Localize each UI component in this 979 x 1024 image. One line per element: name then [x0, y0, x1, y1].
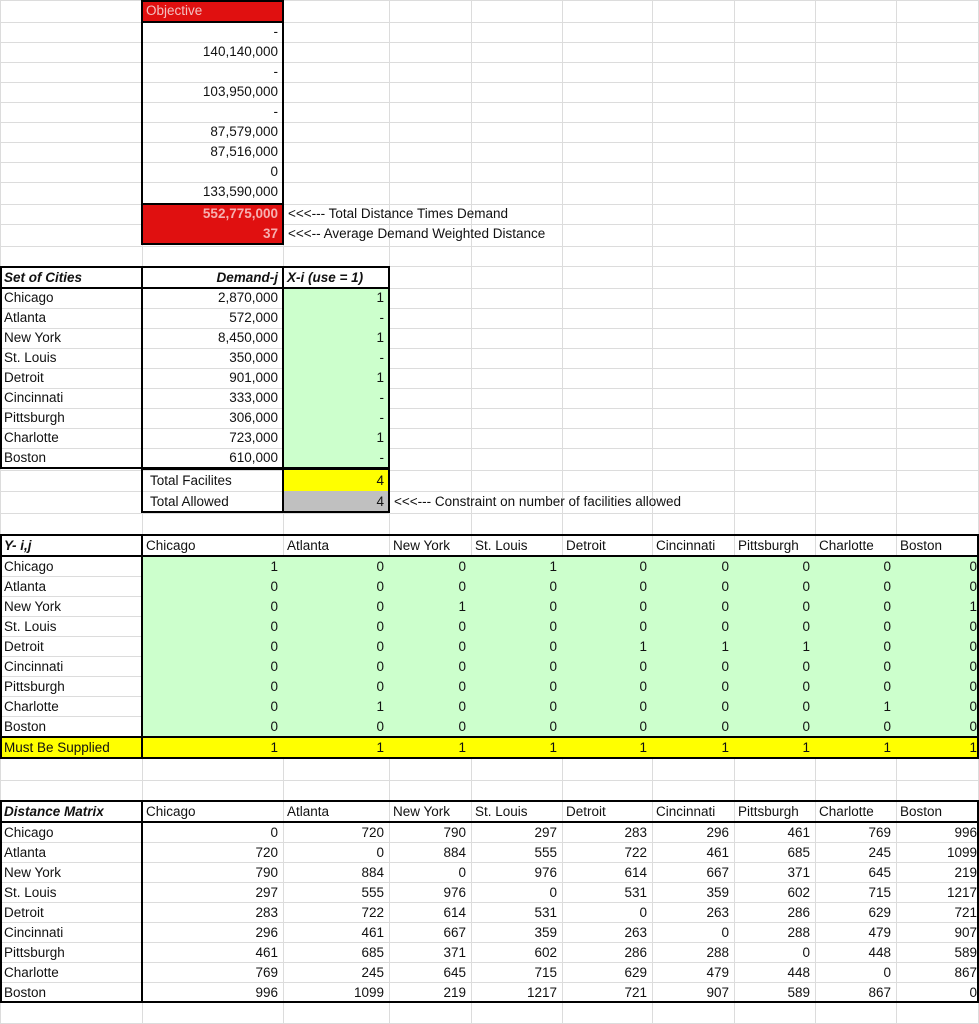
matrix-cell[interactable]: 461: [787, 825, 810, 840]
objective-value[interactable]: 0: [270, 164, 278, 179]
matrix-cell[interactable]: 283: [255, 905, 278, 920]
matrix-cell[interactable]: 0: [376, 559, 384, 574]
facility-x-value[interactable]: 1: [376, 370, 384, 385]
matrix-cell[interactable]: 1: [969, 599, 977, 614]
city-demand[interactable]: 2,870,000: [217, 290, 278, 305]
matrix-column-header: Charlotte: [819, 538, 874, 553]
matrix-cell[interactable]: 0: [270, 579, 278, 594]
matrix-cell[interactable]: 297: [534, 825, 557, 840]
matrix-cell[interactable]: 602: [787, 885, 810, 900]
grid-row-line: [0, 800, 979, 801]
must-supplied-value[interactable]: 1: [883, 740, 891, 755]
matrix-cell[interactable]: 0: [802, 945, 810, 960]
matrix-column-header: Boston: [900, 804, 943, 819]
matrix-row-label: Boston: [4, 985, 47, 1000]
facility-x-value[interactable]: -: [379, 450, 384, 465]
total-facilities-label: Total Facilites: [150, 473, 232, 488]
facility-x-value[interactable]: -: [379, 310, 384, 325]
matrix-cell[interactable]: 0: [802, 699, 810, 714]
matrix-cell[interactable]: 0: [376, 619, 384, 634]
city-name: Chicago: [4, 290, 54, 305]
matrix-cell[interactable]: 0: [549, 579, 557, 594]
matrix-cell[interactable]: 0: [376, 639, 384, 654]
matrix-cell[interactable]: 0: [883, 639, 891, 654]
facility-x-value[interactable]: 1: [376, 430, 384, 445]
matrix-cell[interactable]: 907: [954, 925, 977, 940]
matrix-cell[interactable]: 0: [883, 679, 891, 694]
matrix-cell[interactable]: 0: [721, 699, 729, 714]
matrix-row-label: Pittsburgh: [4, 945, 65, 960]
total-allowed-label: Total Allowed: [150, 494, 229, 509]
matrix-cell[interactable]: 288: [787, 925, 810, 940]
matrix-cell[interactable]: 715: [534, 965, 557, 980]
x-header: X-i (use = 1): [287, 270, 364, 285]
matrix-cell[interactable]: 0: [639, 559, 647, 574]
matrix-cell[interactable]: 0: [639, 719, 647, 734]
matrix-row-label: New York: [4, 865, 62, 880]
matrix-cell[interactable]: 297: [255, 885, 278, 900]
matrix-column-header: Charlotte: [819, 804, 874, 819]
total-allowed-value[interactable]: 4: [376, 494, 384, 509]
matrix-cell[interactable]: 867: [868, 985, 891, 1000]
matrix-cell[interactable]: 722: [361, 905, 384, 920]
matrix-cell[interactable]: 0: [458, 659, 466, 674]
matrix-cell[interactable]: 0: [639, 659, 647, 674]
matrix-cell[interactable]: 219: [954, 865, 977, 880]
matrix-column-header: Detroit: [566, 804, 606, 819]
matrix-cell[interactable]: 371: [443, 945, 466, 960]
matrix-cell[interactable]: 0: [549, 885, 557, 900]
matrix-cell[interactable]: 0: [883, 579, 891, 594]
matrix-cell[interactable]: 0: [549, 719, 557, 734]
matrix-cell[interactable]: 685: [361, 945, 384, 960]
matrix-cell[interactable]: 0: [549, 679, 557, 694]
matrix-cell[interactable]: 0: [639, 905, 647, 920]
facility-x-value[interactable]: 1: [376, 330, 384, 345]
matrix-cell[interactable]: 0: [721, 579, 729, 594]
cities-header: Set of Cities: [4, 270, 83, 285]
matrix-cell[interactable]: 996: [255, 985, 278, 1000]
matrix-cell[interactable]: 0: [458, 699, 466, 714]
grid-row-line: [0, 758, 979, 759]
matrix-cell[interactable]: 296: [706, 825, 729, 840]
matrix-row-label: New York: [4, 599, 62, 614]
matrix-cell[interactable]: 1: [458, 599, 466, 614]
matrix-cell[interactable]: 0: [802, 619, 810, 634]
matrix-cell[interactable]: 479: [868, 925, 891, 940]
matrix-cell[interactable]: 602: [534, 945, 557, 960]
matrix-cell[interactable]: 0: [376, 659, 384, 674]
matrix-cell[interactable]: 976: [443, 885, 466, 900]
matrix-column-header: Detroit: [566, 538, 606, 553]
matrix-cell[interactable]: 0: [639, 579, 647, 594]
matrix-row-label: Charlotte: [4, 699, 59, 714]
matrix-cell[interactable]: 0: [721, 559, 729, 574]
matrix-cell[interactable]: 0: [883, 659, 891, 674]
must-supplied-value[interactable]: 1: [458, 740, 466, 755]
matrix-cell[interactable]: 0: [721, 719, 729, 734]
matrix-cell[interactable]: 0: [883, 719, 891, 734]
objective-header: Objective: [146, 3, 203, 18]
matrix-cell[interactable]: 0: [270, 659, 278, 674]
matrix-cell[interactable]: 0: [969, 579, 977, 594]
matrix-cell[interactable]: 722: [624, 845, 647, 860]
matrix-cell[interactable]: 461: [255, 945, 278, 960]
matrix-cell[interactable]: 0: [549, 659, 557, 674]
matrix-cell[interactable]: 721: [624, 985, 647, 1000]
matrix-cell[interactable]: 0: [549, 699, 557, 714]
matrix-cell[interactable]: 219: [443, 985, 466, 1000]
matrix-cell[interactable]: 0: [969, 699, 977, 714]
matrix-cell[interactable]: 589: [787, 985, 810, 1000]
total-note: <<<--- Total Distance Times Demand: [288, 206, 508, 221]
matrix-cell[interactable]: 0: [270, 825, 278, 840]
objective-average[interactable]: 37: [262, 226, 278, 241]
matrix-row-label: Atlanta: [4, 845, 47, 860]
matrix-cell[interactable]: 1: [883, 699, 891, 714]
matrix-cell[interactable]: 1217: [526, 985, 557, 1000]
matrix-cell[interactable]: 555: [534, 845, 557, 860]
matrix-cell[interactable]: 0: [883, 619, 891, 634]
must-supplied-value[interactable]: 1: [639, 740, 647, 755]
matrix-cell[interactable]: 531: [624, 885, 647, 900]
matrix-cell[interactable]: 531: [534, 905, 557, 920]
city-name: Boston: [4, 450, 47, 465]
facility-x-value[interactable]: -: [379, 390, 384, 405]
matrix-cell[interactable]: 359: [706, 885, 729, 900]
matrix-row-label: Atlanta: [4, 579, 47, 594]
grid-row-line: [0, 780, 979, 781]
matrix-cell[interactable]: 0: [721, 599, 729, 614]
objective-total[interactable]: 552,775,000: [202, 206, 278, 221]
must-supplied-value[interactable]: 1: [376, 740, 384, 755]
matrix-column-header: Chicago: [146, 538, 196, 553]
matrix-cell[interactable]: 720: [255, 845, 278, 860]
facility-x-value[interactable]: -: [379, 410, 384, 425]
matrix-cell[interactable]: 645: [868, 865, 891, 880]
matrix-cell[interactable]: 0: [376, 845, 384, 860]
matrix-cell[interactable]: 667: [443, 925, 466, 940]
matrix-cell[interactable]: 976: [534, 865, 557, 880]
matrix-row-label: St. Louis: [4, 885, 57, 900]
matrix-cell[interactable]: 0: [802, 659, 810, 674]
objective-value[interactable]: 87,516,000: [210, 144, 278, 159]
matrix-cell[interactable]: 286: [787, 905, 810, 920]
city-name: St. Louis: [4, 350, 57, 365]
matrix-cell[interactable]: 769: [868, 825, 891, 840]
grid-row-line: [0, 246, 979, 247]
matrix-row-label: Detroit: [4, 905, 44, 920]
matrix-cell[interactable]: 769: [255, 965, 278, 980]
matrix-cell[interactable]: 0: [458, 619, 466, 634]
matrix-cell[interactable]: 0: [721, 925, 729, 940]
matrix-cell[interactable]: 0: [969, 619, 977, 634]
matrix-cell[interactable]: 0: [802, 599, 810, 614]
matrix-row-label: Cincinnati: [4, 925, 64, 940]
matrix-cell[interactable]: 1099: [353, 985, 384, 1000]
matrix-cell[interactable]: 0: [458, 579, 466, 594]
must-supplied-value[interactable]: 1: [969, 740, 977, 755]
matrix-cell[interactable]: 263: [706, 905, 729, 920]
city-demand[interactable]: 333,000: [229, 390, 278, 405]
facility-x-value[interactable]: -: [379, 350, 384, 365]
matrix-cell[interactable]: 0: [458, 559, 466, 574]
matrix-column-header: Cincinnati: [656, 538, 716, 553]
matrix-row-label: Chicago: [4, 825, 54, 840]
matrix-cell[interactable]: 555: [361, 885, 384, 900]
grid-row-line: [0, 513, 979, 514]
total-facilities-value[interactable]: 4: [376, 473, 384, 488]
matrix-cell[interactable]: 0: [376, 579, 384, 594]
matrix-cell[interactable]: 0: [802, 559, 810, 574]
matrix-cell[interactable]: 790: [255, 865, 278, 880]
matrix-cell[interactable]: 0: [458, 719, 466, 734]
matrix-column-header: Atlanta: [287, 538, 330, 553]
matrix-cell[interactable]: 371: [787, 865, 810, 880]
matrix-cell[interactable]: 479: [706, 965, 729, 980]
matrix-cell[interactable]: 1217: [946, 885, 977, 900]
matrix-cell[interactable]: 0: [458, 865, 466, 880]
city-name: New York: [4, 330, 62, 345]
matrix-column-header: Boston: [900, 538, 943, 553]
matrix-cell[interactable]: 245: [361, 965, 384, 980]
city-demand[interactable]: 8,450,000: [217, 330, 278, 345]
matrix-cell[interactable]: 884: [443, 845, 466, 860]
matrix-cell[interactable]: 245: [868, 845, 891, 860]
matrix-cell[interactable]: 0: [721, 659, 729, 674]
matrix-cell[interactable]: 0: [883, 965, 891, 980]
matrix-cell[interactable]: 1: [549, 559, 557, 574]
matrix-row-label: Charlotte: [4, 965, 59, 980]
matrix-column-header: Chicago: [146, 804, 196, 819]
objective-value[interactable]: 133,590,000: [202, 184, 278, 199]
matrix-cell[interactable]: 0: [639, 699, 647, 714]
matrix-column-header: Pittsburgh: [738, 804, 799, 819]
matrix-row-label: Chicago: [4, 559, 54, 574]
city-name: Detroit: [4, 370, 44, 385]
grid-row-line: [0, 266, 979, 267]
matrix-cell[interactable]: 996: [954, 825, 977, 840]
matrix-cell[interactable]: 0: [639, 619, 647, 634]
matrix-cell[interactable]: 685: [787, 845, 810, 860]
objective-value[interactable]: 87,579,000: [210, 124, 278, 139]
matrix-column-header: St. Louis: [475, 804, 528, 819]
matrix-cell[interactable]: 0: [458, 679, 466, 694]
objective-value[interactable]: 140,140,000: [202, 44, 278, 59]
city-demand[interactable]: 572,000: [229, 310, 278, 325]
matrix-cell[interactable]: 0: [639, 679, 647, 694]
matrix-row-label: Detroit: [4, 639, 44, 654]
matrix-cell[interactable]: 1: [721, 639, 729, 654]
matrix-cell[interactable]: 0: [721, 679, 729, 694]
matrix-cell[interactable]: 461: [706, 845, 729, 860]
matrix-cell[interactable]: 1: [639, 639, 647, 654]
objective-value[interactable]: 103,950,000: [202, 84, 278, 99]
matrix-cell[interactable]: 286: [624, 945, 647, 960]
matrix-cell[interactable]: 0: [969, 659, 977, 674]
matrix-cell[interactable]: 448: [868, 945, 891, 960]
matrix-column-header: St. Louis: [475, 538, 528, 553]
grid-row-line: [0, 534, 979, 535]
objective-value[interactable]: -: [273, 24, 278, 39]
objective-value[interactable]: -: [273, 104, 278, 119]
matrix-cell[interactable]: 288: [706, 945, 729, 960]
matrix-cell[interactable]: 614: [624, 865, 647, 880]
matrix-cell[interactable]: 0: [458, 639, 466, 654]
matrix-row-label: Boston: [4, 719, 47, 734]
city-name: Cincinnati: [4, 390, 64, 405]
objective-value[interactable]: -: [273, 64, 278, 79]
must-supplied-value[interactable]: 1: [802, 740, 810, 755]
matrix-row-label: Pittsburgh: [4, 679, 65, 694]
matrix-cell[interactable]: 0: [549, 619, 557, 634]
matrix-cell[interactable]: 0: [969, 639, 977, 654]
matrix-cell[interactable]: 461: [361, 925, 384, 940]
matrix-column-header: Pittsburgh: [738, 538, 799, 553]
matrix-cell[interactable]: 645: [443, 965, 466, 980]
matrix-cell[interactable]: 0: [270, 619, 278, 634]
matrix-cell[interactable]: 0: [883, 559, 891, 574]
city-demand[interactable]: 306,000: [229, 410, 278, 425]
matrix-column-header: New York: [393, 538, 451, 553]
must-supplied-value[interactable]: 1: [270, 740, 278, 755]
matrix-cell[interactable]: 283: [624, 825, 647, 840]
matrix-cell[interactable]: 1: [376, 699, 384, 714]
matrix-cell[interactable]: 0: [802, 579, 810, 594]
matrix-cell[interactable]: 1099: [946, 845, 977, 860]
matrix-column-header: New York: [393, 804, 451, 819]
matrix-cell[interactable]: 0: [549, 599, 557, 614]
city-name: Pittsburgh: [4, 410, 65, 425]
city-name: Charlotte: [4, 430, 59, 445]
city-demand[interactable]: 901,000: [229, 370, 278, 385]
matrix-cell[interactable]: 0: [376, 679, 384, 694]
matrix-cell[interactable]: 667: [706, 865, 729, 880]
constraint-note: <<<--- Constraint on number of facilities allowed: [394, 494, 682, 509]
city-demand[interactable]: 350,000: [229, 350, 278, 365]
matrix-cell[interactable]: 1: [270, 559, 278, 574]
matrix-cell[interactable]: 0: [721, 619, 729, 634]
matrix-cell[interactable]: 589: [954, 945, 977, 960]
matrix-cell[interactable]: 0: [883, 599, 891, 614]
matrix-cell[interactable]: 715: [868, 885, 891, 900]
must-supplied-value[interactable]: 1: [549, 740, 557, 755]
facility-x-value[interactable]: 1: [376, 290, 384, 305]
matrix-cell[interactable]: 629: [624, 965, 647, 980]
matrix-cell[interactable]: 907: [706, 985, 729, 1000]
must-supplied-value[interactable]: 1: [721, 740, 729, 755]
matrix-cell[interactable]: 0: [969, 985, 977, 1000]
matrix-cell[interactable]: 884: [361, 865, 384, 880]
matrix-cell[interactable]: 720: [361, 825, 384, 840]
city-demand[interactable]: 610,000: [229, 450, 278, 465]
matrix-cell[interactable]: 263: [624, 925, 647, 940]
average-note: <<<-- Average Demand Weighted Distance: [288, 226, 546, 241]
matrix-cell[interactable]: 0: [270, 719, 278, 734]
matrix-cell[interactable]: 0: [270, 679, 278, 694]
matrix-cell[interactable]: 867: [954, 965, 977, 980]
matrix-cell[interactable]: 0: [376, 599, 384, 614]
matrix-cell[interactable]: 0: [270, 639, 278, 654]
must-supplied-label: Must Be Supplied: [4, 740, 110, 755]
matrix-cell[interactable]: 721: [954, 905, 977, 920]
matrix-cell[interactable]: 614: [443, 905, 466, 920]
matrix-cell[interactable]: 0: [802, 679, 810, 694]
matrix-cell[interactable]: 448: [787, 965, 810, 980]
matrix-cell[interactable]: 0: [376, 719, 384, 734]
city-demand[interactable]: 723,000: [229, 430, 278, 445]
matrix-cell[interactable]: 0: [639, 599, 647, 614]
matrix-cell[interactable]: 359: [534, 925, 557, 940]
matrix-cell[interactable]: 0: [270, 599, 278, 614]
distance-matrix-corner: Distance Matrix: [4, 804, 104, 819]
matrix-column-header: Atlanta: [287, 804, 330, 819]
demand-header: Demand-j: [216, 270, 278, 285]
matrix-cell[interactable]: 629: [868, 905, 891, 920]
city-name: Atlanta: [4, 310, 47, 325]
matrix-cell[interactable]: 790: [443, 825, 466, 840]
matrix-cell[interactable]: 0: [270, 699, 278, 714]
matrix-cell[interactable]: 1: [802, 639, 810, 654]
matrix-cell[interactable]: 0: [969, 559, 977, 574]
matrix-row-label: St. Louis: [4, 619, 57, 634]
matrix-cell[interactable]: 0: [969, 679, 977, 694]
matrix-column-header: Cincinnati: [656, 804, 716, 819]
matrix-cell[interactable]: 0: [802, 719, 810, 734]
matrix-row-label: Cincinnati: [4, 659, 64, 674]
y-matrix-corner: Y- i,j: [4, 538, 32, 553]
matrix-cell[interactable]: 0: [549, 639, 557, 654]
matrix-cell[interactable]: 296: [255, 925, 278, 940]
matrix-cell[interactable]: 0: [969, 719, 977, 734]
